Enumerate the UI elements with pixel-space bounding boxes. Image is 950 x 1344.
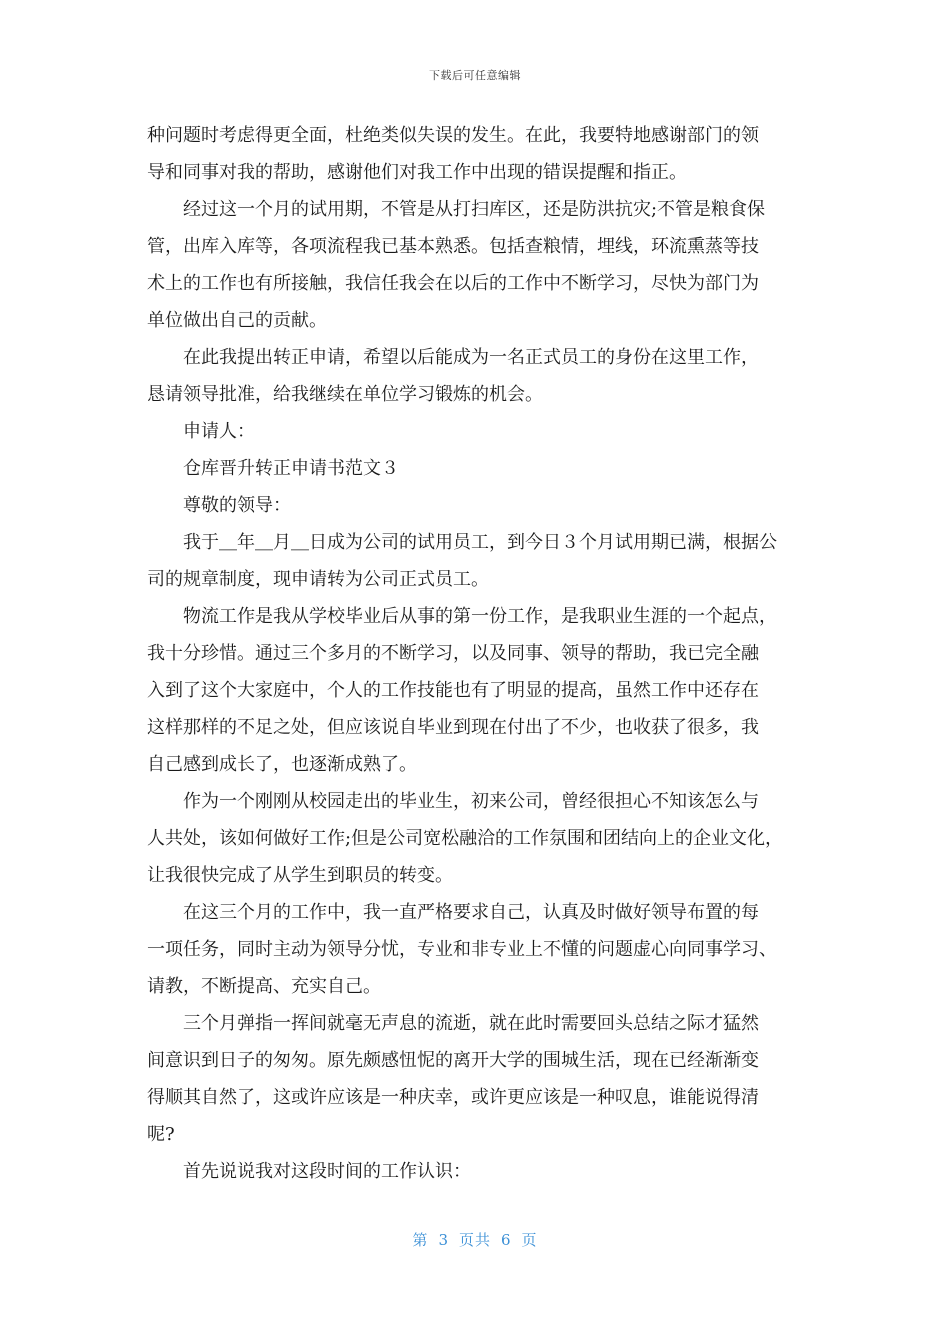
text-line: 让我很快完成了从学生到职员的转变。 [147, 865, 453, 886]
text-line: 这样那样的不足之处，但应该说自毕业到现在付出了不少，也收获了很多，我 [147, 717, 759, 738]
text-line: 人共处，该如何做好工作;但是公司宽松融洽的工作氛围和团结向上的企业文化， [147, 828, 784, 849]
text-line: 间意识到日子的匆匆。原先颇感忸怩的离开大学的围城生活，现在已经渐渐变 [147, 1050, 759, 1071]
page-header: 下载后可任意编辑 [429, 69, 521, 82]
text-line: 请教，不断提高、充实自己。 [147, 976, 381, 997]
text-line: 管，出库入库等，各项流程我已基本熟悉。包括查粮情，埋线，环流熏蒸等技 [147, 236, 759, 257]
text-line: 仓库晋升转正申请书范文３ [183, 458, 399, 479]
total-pages-number: 6 [501, 1231, 512, 1249]
text-line: 自己感到成长了，也逐渐成熟了。 [147, 754, 417, 775]
text-line: 物流工作是我从学校毕业后从事的第一份工作，是我职业生涯的一个起点， [183, 606, 777, 627]
text-line: 术上的工作也有所接触，我信任我会在以后的工作中不断学习，尽快为部门为 [147, 273, 759, 294]
text-line: 一项任务，同时主动为领导分忧，专业和非专业上不懂的问题虚心向同事学习、 [147, 939, 777, 960]
text-line: 呢? [147, 1124, 175, 1145]
text-line: 导和同事对我的帮助，感谢他们对我工作中出现的错误提醒和指正。 [147, 162, 687, 183]
text-line: 在此我提出转正申请，希望以后能成为一名正式员工的身份在这里工作， [183, 347, 759, 368]
current-page-number: 3 [438, 1231, 449, 1249]
footer-prefix: 第 [412, 1231, 429, 1249]
text-line: 入到了这个大家庭中，个人的工作技能也有了明显的提高，虽然工作中还存在 [147, 680, 759, 701]
footer-suffix: 页 [521, 1231, 538, 1249]
text-line: 首先说说我对这段时间的工作认识： [183, 1161, 471, 1182]
text-line: 在这三个月的工作中，我一直严格要求自己，认真及时做好领导布置的每 [183, 902, 759, 923]
text-line: 种问题时考虑得更全面，杜绝类似失误的发生。在此，我要特地感谢部门的领 [147, 125, 759, 146]
footer-middle: 页共 [458, 1231, 491, 1249]
text-line: 得顺其自然了，这或许应该是一种庆幸，或许更应该是一种叹息，谁能说得清 [147, 1087, 759, 1108]
text-line: 申请人： [183, 421, 255, 442]
text-line: 单位做出自己的贡献。 [147, 310, 327, 331]
document-body [147, 117, 817, 1190]
text-line: 经过这一个月的试用期，不管是从打扫库区，还是防洪抗灾;不管是粮食保 [183, 199, 766, 220]
page-footer [0, 1229, 950, 1250]
text-line: 尊敬的领导： [183, 495, 291, 516]
text-line: 我十分珍惜。通过三个多月的不断学习，以及同事、领导的帮助，我已完全融 [147, 643, 759, 664]
text-line: 恳请领导批准，给我继续在单位学习锻炼的机会。 [147, 384, 543, 405]
text-line: 司的规章制度，现申请转为公司正式员工。 [147, 569, 489, 590]
text-line: 我于＿年＿月＿日成为公司的试用员工，到今日３个月试用期已满，根据公 [183, 532, 777, 553]
text-line: 三个月弹指一挥间就毫无声息的流逝，就在此时需要回头总结之际才猛然 [183, 1013, 759, 1034]
text-line: 作为一个刚刚从校园走出的毕业生，初来公司，曾经很担心不知该怎么与 [183, 791, 759, 812]
